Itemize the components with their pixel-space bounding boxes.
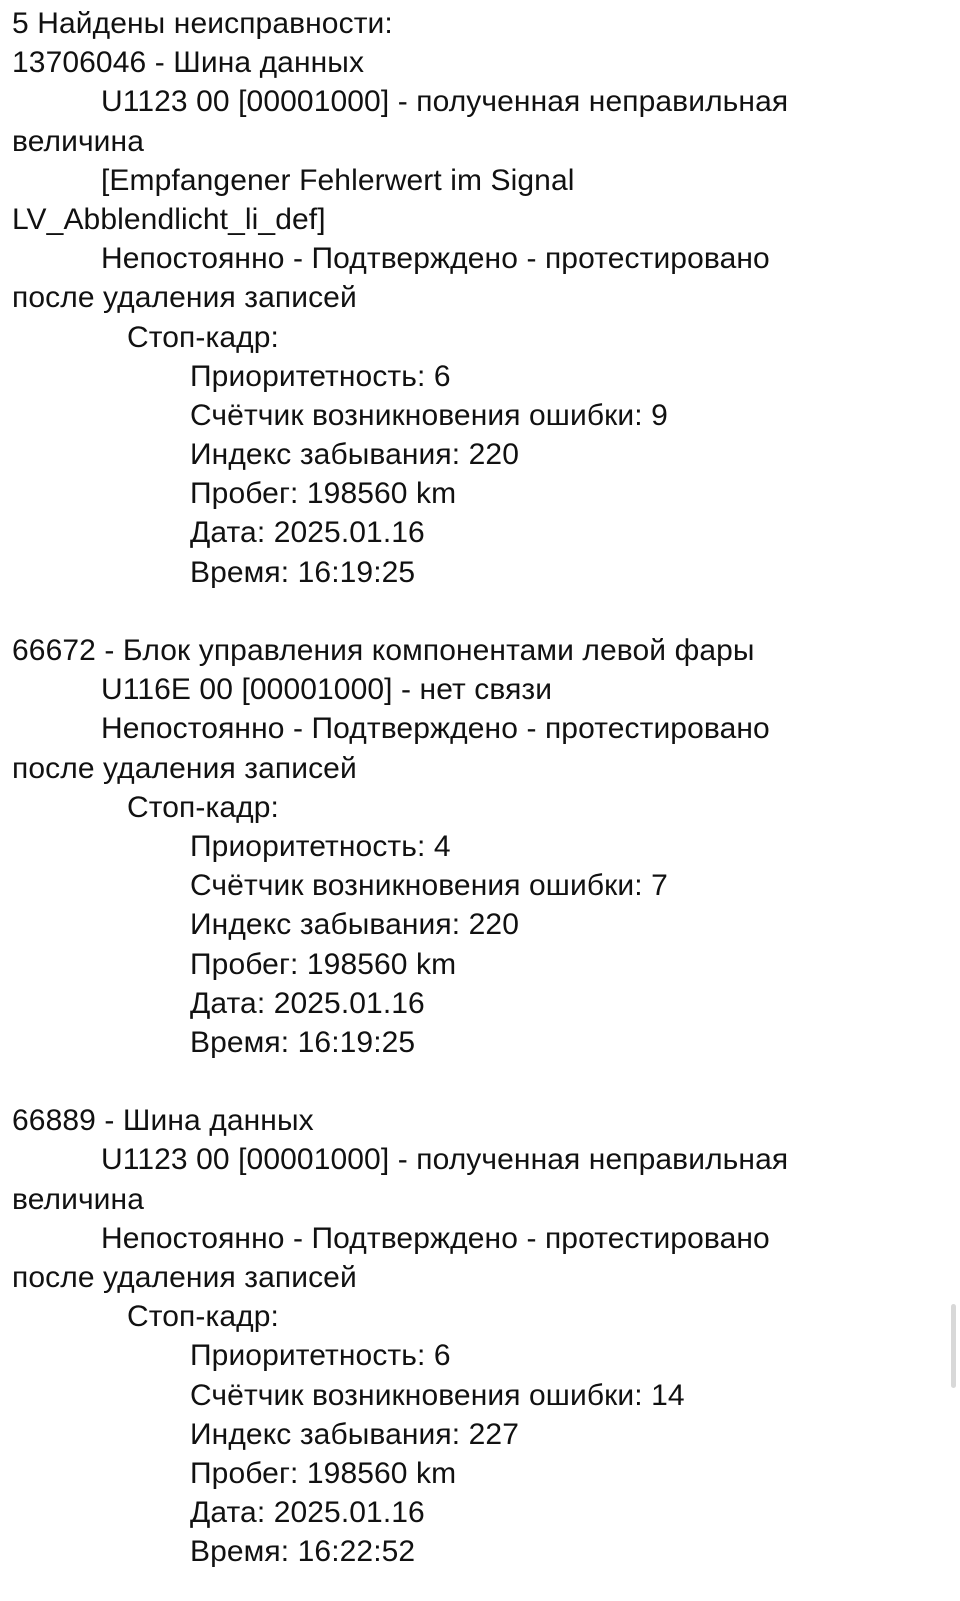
freeze-frame-date: Дата: 2025.01.16 bbox=[190, 516, 425, 550]
fault-entry bbox=[12, 43, 912, 592]
fault-code: U1123 00 [00001000] - полученная неправильная bbox=[101, 1143, 789, 1177]
fault-report bbox=[12, 4, 912, 1572]
freeze-frame-priority: Приоритетность: 6 bbox=[190, 359, 451, 393]
freeze-frame-date: Дата: 2025.01.16 bbox=[190, 1496, 425, 1530]
fault-code-continuation: величина bbox=[12, 1182, 144, 1216]
spacer bbox=[12, 592, 912, 631]
vertical-scrollbar[interactable] bbox=[951, 1304, 956, 1388]
fault-code-continuation: величина bbox=[12, 124, 144, 158]
fault-title: 66889 - Шина данных bbox=[12, 1104, 314, 1138]
fault-signal: [Empfangener Fehlerwert im Signal bbox=[101, 163, 575, 197]
freeze-frame-mileage: Пробег: 198560 km bbox=[190, 477, 457, 511]
freeze-frame-time: Время: 16:19:25 bbox=[190, 1025, 416, 1059]
fault-status: Непостоянно - Подтверждено - протестировано bbox=[101, 712, 770, 746]
freeze-frame-priority: Приоритетность: 4 bbox=[190, 829, 451, 863]
fault-signal-continuation: LV_Abblendlicht_li_def] bbox=[12, 202, 326, 236]
freeze-frame-date: Дата: 2025.01.16 bbox=[190, 986, 425, 1020]
fault-status-continuation: после удаления записей bbox=[12, 281, 357, 315]
freeze-frame-counter: Счётчик возникновения ошибки: 7 bbox=[190, 869, 668, 903]
fault-code: U1123 00 [00001000] - полученная неправильная bbox=[101, 85, 789, 119]
freeze-frame-label: Стоп-кадр: bbox=[127, 320, 279, 354]
freeze-frame-time: Время: 16:22:52 bbox=[190, 1535, 416, 1569]
freeze-frame-priority: Приоритетность: 6 bbox=[190, 1339, 451, 1373]
fault-entry bbox=[12, 1101, 912, 1571]
freeze-frame-forget-index: Индекс забывания: 220 bbox=[190, 438, 519, 472]
spacer bbox=[12, 1062, 912, 1101]
fault-status-continuation: после удаления записей bbox=[12, 751, 357, 785]
freeze-frame-forget-index: Индекс забывания: 220 bbox=[190, 908, 519, 942]
fault-code: U116E 00 [00001000] - нет связи bbox=[101, 673, 553, 707]
freeze-frame-counter: Счётчик возникновения ошибки: 9 bbox=[190, 398, 668, 432]
fault-status-continuation: после удаления записей bbox=[12, 1261, 357, 1294]
freeze-frame-forget-index: Индекс забывания: 227 bbox=[190, 1417, 519, 1451]
fault-title: 13706046 - Шина данных bbox=[12, 46, 365, 80]
fault-status: Непостоянно - Подтверждено - протестировано bbox=[101, 242, 770, 276]
freeze-frame-counter: Счётчик возникновения ошибки: 14 bbox=[190, 1378, 685, 1412]
fault-status: Непостоянно - Подтверждено - протестировано bbox=[101, 1221, 770, 1255]
fault-title: 66672 - Блок управления компонентами левой фары bbox=[12, 634, 755, 667]
freeze-frame-time: Время: 16:19:25 bbox=[190, 555, 416, 589]
freeze-frame-label: Стоп-кадр: bbox=[127, 1300, 279, 1334]
freeze-frame-label: Стоп-кадр: bbox=[127, 790, 279, 824]
freeze-frame-mileage: Пробег: 198560 km bbox=[190, 947, 457, 981]
fault-entry bbox=[12, 631, 912, 1062]
freeze-frame-mileage: Пробег: 198560 km bbox=[190, 1456, 457, 1490]
report-header: 5 Найдены неисправности: bbox=[12, 7, 393, 40]
